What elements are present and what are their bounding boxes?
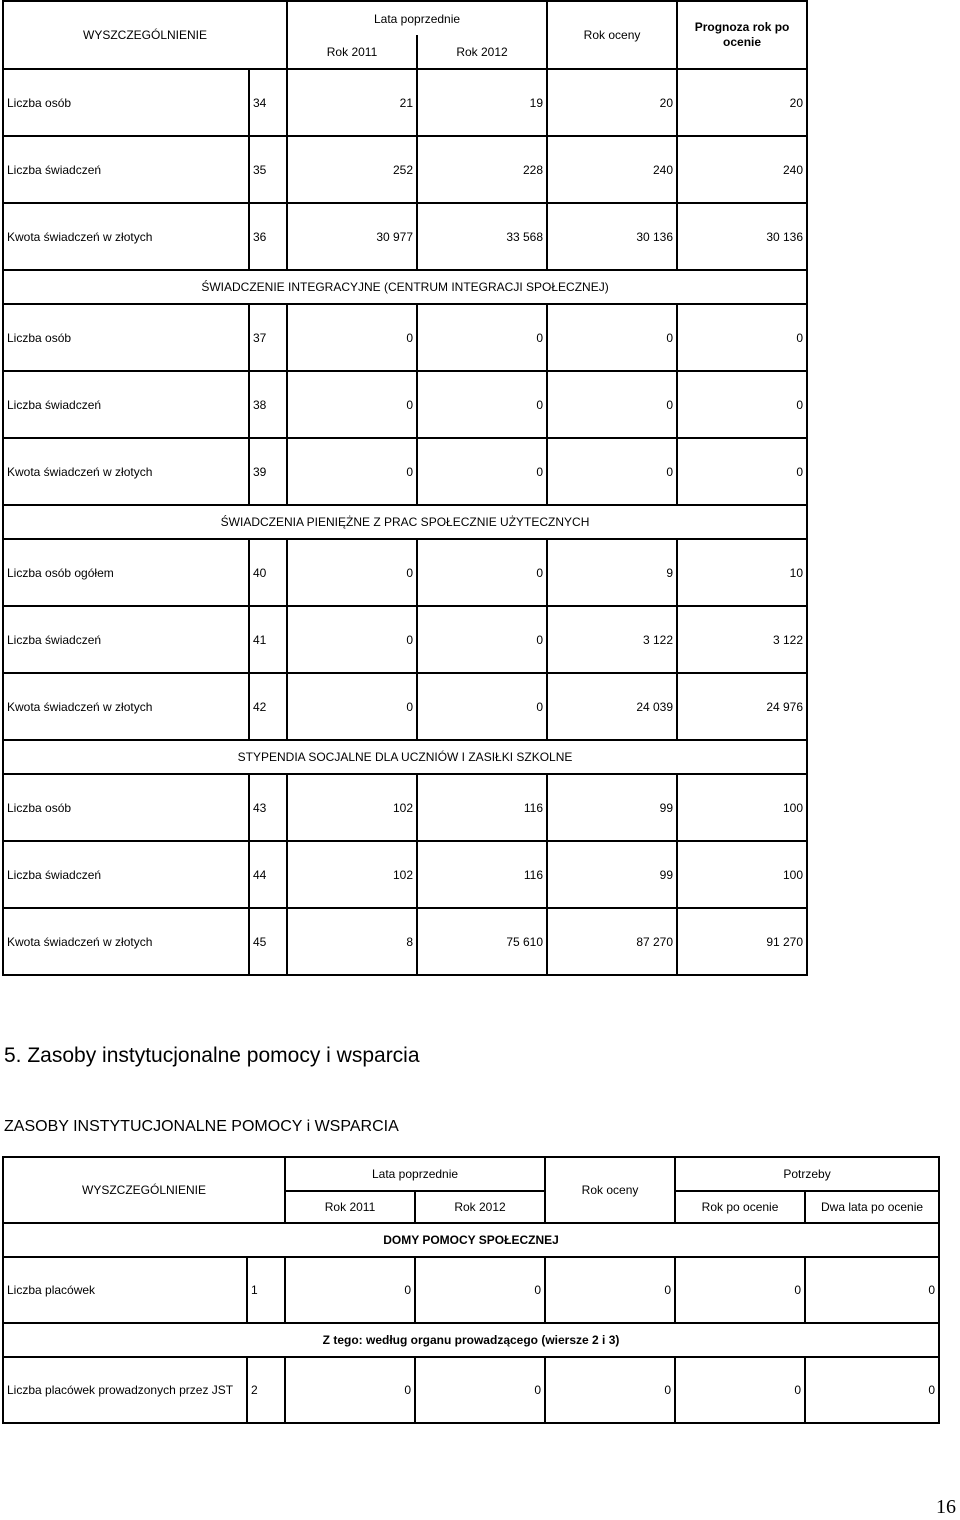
cell-value: 0: [547, 438, 677, 505]
cell-value: 0: [417, 673, 547, 740]
cell-value: 91 270: [677, 908, 807, 975]
section-row: [3, 1323, 939, 1357]
cell-value: 0: [285, 1357, 415, 1423]
section-heading: 5. Zasoby instytucjonalne pomocy i wsparcia: [4, 1044, 420, 1067]
cell-value: 20: [677, 69, 807, 136]
cell-value: 9: [547, 539, 677, 606]
cell-value: 87 270: [547, 908, 677, 975]
table-header-row: [3, 1, 807, 35]
cell-value: 30 977: [287, 203, 417, 270]
row-label: Kwota świadczeń w złotych: [3, 203, 249, 270]
cell-value: 0: [547, 371, 677, 438]
cell-value: 0: [547, 304, 677, 371]
cell-value: 3 122: [547, 606, 677, 673]
table-row: [3, 606, 807, 673]
row-number: 42: [249, 673, 287, 740]
cell-value: 0: [287, 539, 417, 606]
section-row: [3, 1223, 939, 1257]
section-row: [3, 270, 807, 304]
row-label: Liczba placówek prowadzonych przez JST: [3, 1357, 247, 1423]
row-label: Liczba osób ogółem: [3, 539, 249, 606]
cell-value: 30 136: [677, 203, 807, 270]
row-label: Liczba osób: [3, 304, 249, 371]
cell-value: 75 610: [417, 908, 547, 975]
cell-value: 0: [417, 438, 547, 505]
cell-value: 24 039: [547, 673, 677, 740]
header-spec: WYSZCZEGÓLNIENIE: [3, 1157, 285, 1223]
header-prev-years: Lata poprzednie: [287, 1, 547, 35]
section-label: DOMY POMOCY SPOŁECZNEJ: [3, 1223, 939, 1257]
cell-value: 0: [677, 304, 807, 371]
cell-value: 8: [287, 908, 417, 975]
row-number: 37: [249, 304, 287, 371]
table-row: [3, 136, 807, 203]
cell-value: 30 136: [547, 203, 677, 270]
row-number: 1: [247, 1257, 285, 1323]
table-header-row: [3, 1157, 939, 1191]
cell-value: 116: [417, 841, 547, 908]
table-row: [3, 203, 807, 270]
row-label: Kwota świadczeń w złotych: [3, 438, 249, 505]
cell-value: 0: [285, 1257, 415, 1323]
section-row: [3, 740, 807, 774]
cell-value: 0: [287, 606, 417, 673]
cell-value: 240: [547, 136, 677, 203]
row-label: Liczba osób: [3, 774, 249, 841]
cell-value: 0: [677, 371, 807, 438]
cell-value: 0: [417, 371, 547, 438]
row-number: 38: [249, 371, 287, 438]
table-row: [3, 841, 807, 908]
header-assessment-year: Rok oceny: [545, 1157, 675, 1223]
row-number: 35: [249, 136, 287, 203]
cell-value: 0: [415, 1357, 545, 1423]
row-label: Kwota świadczeń w złotych: [3, 908, 249, 975]
cell-value: 0: [805, 1257, 939, 1323]
cell-value: 20: [547, 69, 677, 136]
cell-value: 0: [417, 539, 547, 606]
header-year-2011: Rok 2011: [287, 35, 417, 69]
page-number: 16: [936, 1496, 956, 1518]
row-label: Liczba świadczeń: [3, 841, 249, 908]
cell-value: 0: [805, 1357, 939, 1423]
header-year-2012: Rok 2012: [415, 1191, 545, 1223]
table-title: ZASOBY INSTYTUCJONALNE POMOCY i WSPARCIA: [4, 1118, 399, 1135]
resources-table: [2, 1156, 940, 1424]
cell-value: 100: [677, 774, 807, 841]
cell-value: 99: [547, 841, 677, 908]
cell-value: 19: [417, 69, 547, 136]
cell-value: 0: [545, 1357, 675, 1423]
row-number: 2: [247, 1357, 285, 1423]
header-assessment-year: Rok oceny: [547, 1, 677, 69]
cell-value: 0: [417, 606, 547, 673]
table-row: [3, 774, 807, 841]
cell-value: 0: [415, 1257, 545, 1323]
row-number: 43: [249, 774, 287, 841]
cell-value: 3 122: [677, 606, 807, 673]
header-two-years-after: Dwa lata po ocenie: [805, 1191, 939, 1223]
row-label: Liczba placówek: [3, 1257, 247, 1323]
header-year-2011: Rok 2011: [285, 1191, 415, 1223]
cell-value: 102: [287, 841, 417, 908]
benefits-table: [2, 0, 808, 976]
section-row: [3, 505, 807, 539]
table-row: [3, 69, 807, 136]
cell-value: 0: [675, 1257, 805, 1323]
header-spec: WYSZCZEGÓLNIENIE: [3, 1, 287, 69]
table-row: [3, 304, 807, 371]
table-row: [3, 673, 807, 740]
row-number: 39: [249, 438, 287, 505]
cell-value: 33 568: [417, 203, 547, 270]
cell-value: 0: [287, 438, 417, 505]
row-number: 40: [249, 539, 287, 606]
cell-value: 102: [287, 774, 417, 841]
row-number: 44: [249, 841, 287, 908]
section-label: ŚWIADCZENIA PIENIĘŻNE Z PRAC SPOŁECZNIE UŻYTECZNYCH: [3, 505, 807, 539]
row-label: Liczba świadczeń: [3, 371, 249, 438]
header-forecast: Prognoza rok po ocenie: [677, 1, 807, 69]
row-label: Liczba osób: [3, 69, 249, 136]
cell-value: 228: [417, 136, 547, 203]
header-needs: Potrzeby: [675, 1157, 939, 1191]
row-label: Liczba świadczeń: [3, 136, 249, 203]
cell-value: 0: [287, 304, 417, 371]
cell-value: 240: [677, 136, 807, 203]
row-label: Kwota świadczeń w złotych: [3, 673, 249, 740]
cell-value: 0: [545, 1257, 675, 1323]
header-prev-years: Lata poprzednie: [285, 1157, 545, 1191]
section-label: ŚWIADCZENIE INTEGRACYJNE (CENTRUM INTEGRACJI SPOŁECZNEJ): [3, 270, 807, 304]
row-number: 34: [249, 69, 287, 136]
cell-value: 21: [287, 69, 417, 136]
cell-value: 0: [287, 673, 417, 740]
row-number: 41: [249, 606, 287, 673]
table-row: [3, 371, 807, 438]
row-label: Liczba świadczeń: [3, 606, 249, 673]
cell-value: 100: [677, 841, 807, 908]
section-label: STYPENDIA SOCJALNE DLA UCZNIÓW I ZASIŁKI SZKOLNE: [3, 740, 807, 774]
cell-value: 99: [547, 774, 677, 841]
cell-value: 0: [417, 304, 547, 371]
header-year-2012: Rok 2012: [417, 35, 547, 69]
subsection-label: Z tego: według organu prowadzącego (wiersze 2 i 3): [3, 1323, 939, 1357]
cell-value: 0: [287, 371, 417, 438]
cell-value: 0: [675, 1357, 805, 1423]
table-row: [3, 539, 807, 606]
table-row: [3, 908, 807, 975]
table-row: [3, 1257, 939, 1323]
cell-value: 252: [287, 136, 417, 203]
cell-value: 10: [677, 539, 807, 606]
cell-value: 0: [677, 438, 807, 505]
header-year-after: Rok po ocenie: [675, 1191, 805, 1223]
cell-value: 24 976: [677, 673, 807, 740]
table-row: [3, 438, 807, 505]
row-number: 45: [249, 908, 287, 975]
table-row: [3, 1357, 939, 1423]
row-number: 36: [249, 203, 287, 270]
cell-value: 116: [417, 774, 547, 841]
